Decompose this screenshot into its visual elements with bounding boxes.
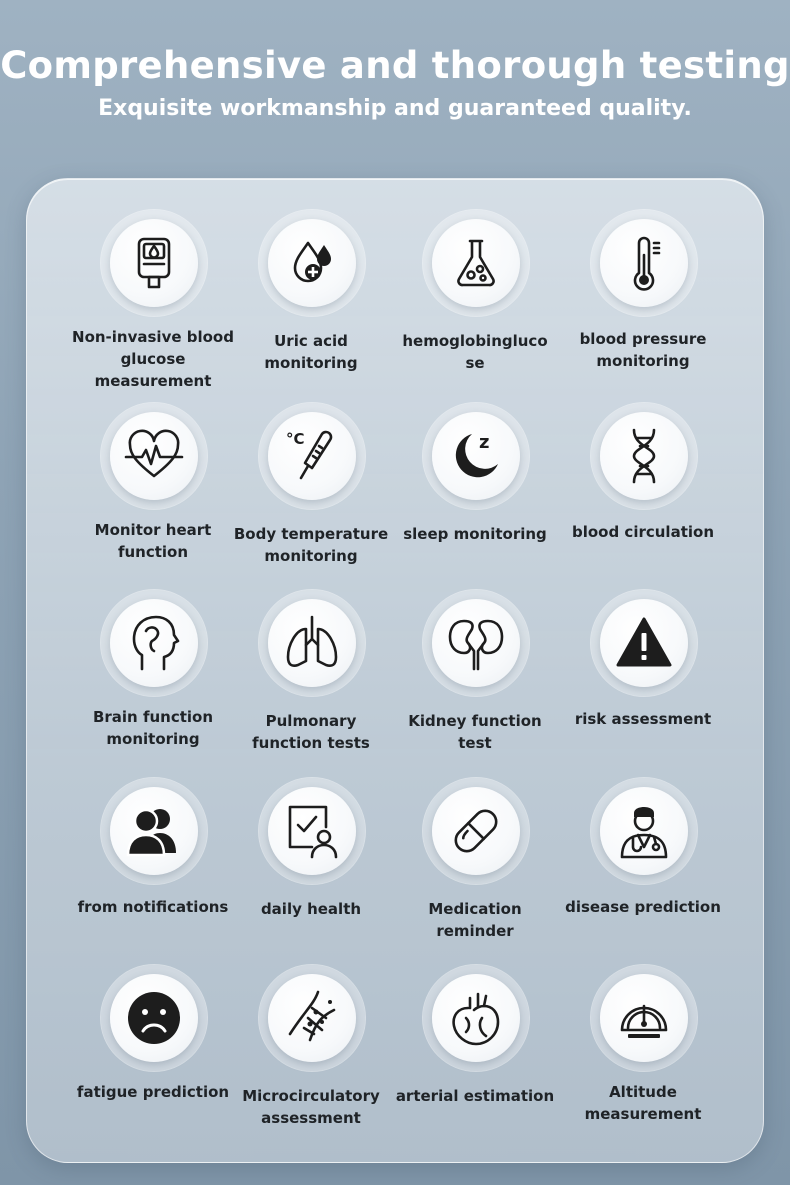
pill-icon	[446, 801, 506, 861]
head-profile-icon	[124, 613, 184, 673]
glucose-meter-icon	[124, 233, 184, 293]
flask-icon	[446, 233, 506, 293]
feature-label: Non-invasive blood glucose measurement	[72, 328, 234, 390]
feature-label: sleep monitoring	[403, 525, 547, 543]
feature-label: fatigue prediction	[76, 1083, 230, 1101]
feature-label: daily health	[260, 900, 362, 918]
heart-pulse-icon	[124, 426, 184, 486]
feature-label: Pulmonary function tests	[252, 712, 370, 752]
feature-label: hemoglobingluco se	[402, 332, 548, 372]
feature-label: blood pressure monitoring	[579, 330, 707, 370]
feature-label: Altitude measurement	[584, 1083, 702, 1123]
feature-label: disease prediction	[565, 898, 721, 916]
svg-text:°C: °C	[286, 430, 305, 448]
lungs-icon	[282, 613, 342, 673]
thermometer-icon	[614, 233, 674, 293]
microcirculation-icon	[282, 988, 342, 1048]
feature-label: blood circulation	[571, 523, 714, 541]
doctor-icon	[614, 801, 674, 861]
sad-face-icon	[124, 988, 184, 1048]
warning-triangle-icon	[614, 613, 674, 673]
feature-label: Uric acid monitoring	[264, 332, 358, 372]
feature-label: Kidney function test	[408, 712, 542, 752]
people-icon	[124, 801, 184, 861]
feature-label: arterial estimation	[395, 1087, 555, 1105]
dna-icon	[614, 426, 674, 486]
celsius-thermometer-icon	[282, 426, 342, 486]
moon-zz-icon	[446, 426, 506, 486]
feature-label: Monitor heart function	[94, 521, 212, 561]
feature-label: Body temperature monitoring	[233, 525, 389, 565]
feature-label: risk assessment	[574, 710, 712, 728]
checklist-user-icon	[282, 801, 342, 861]
droplet-plus-icon	[282, 233, 342, 293]
page-subtitle: Exquisite workmanship and guaranteed quality.	[98, 96, 692, 121]
anatomical-heart-icon	[446, 988, 506, 1048]
gauge-icon	[614, 988, 674, 1048]
page-title: Comprehensive and thorough testing	[0, 44, 790, 87]
feature-label: Microcirculatory assessment	[242, 1087, 380, 1127]
svg-text:z: z	[479, 432, 490, 453]
feature-label: Medication reminder	[428, 900, 522, 940]
kidneys-icon	[446, 613, 506, 673]
feature-label: Brain function monitoring	[92, 708, 214, 748]
feature-label: from notifications	[77, 898, 229, 916]
